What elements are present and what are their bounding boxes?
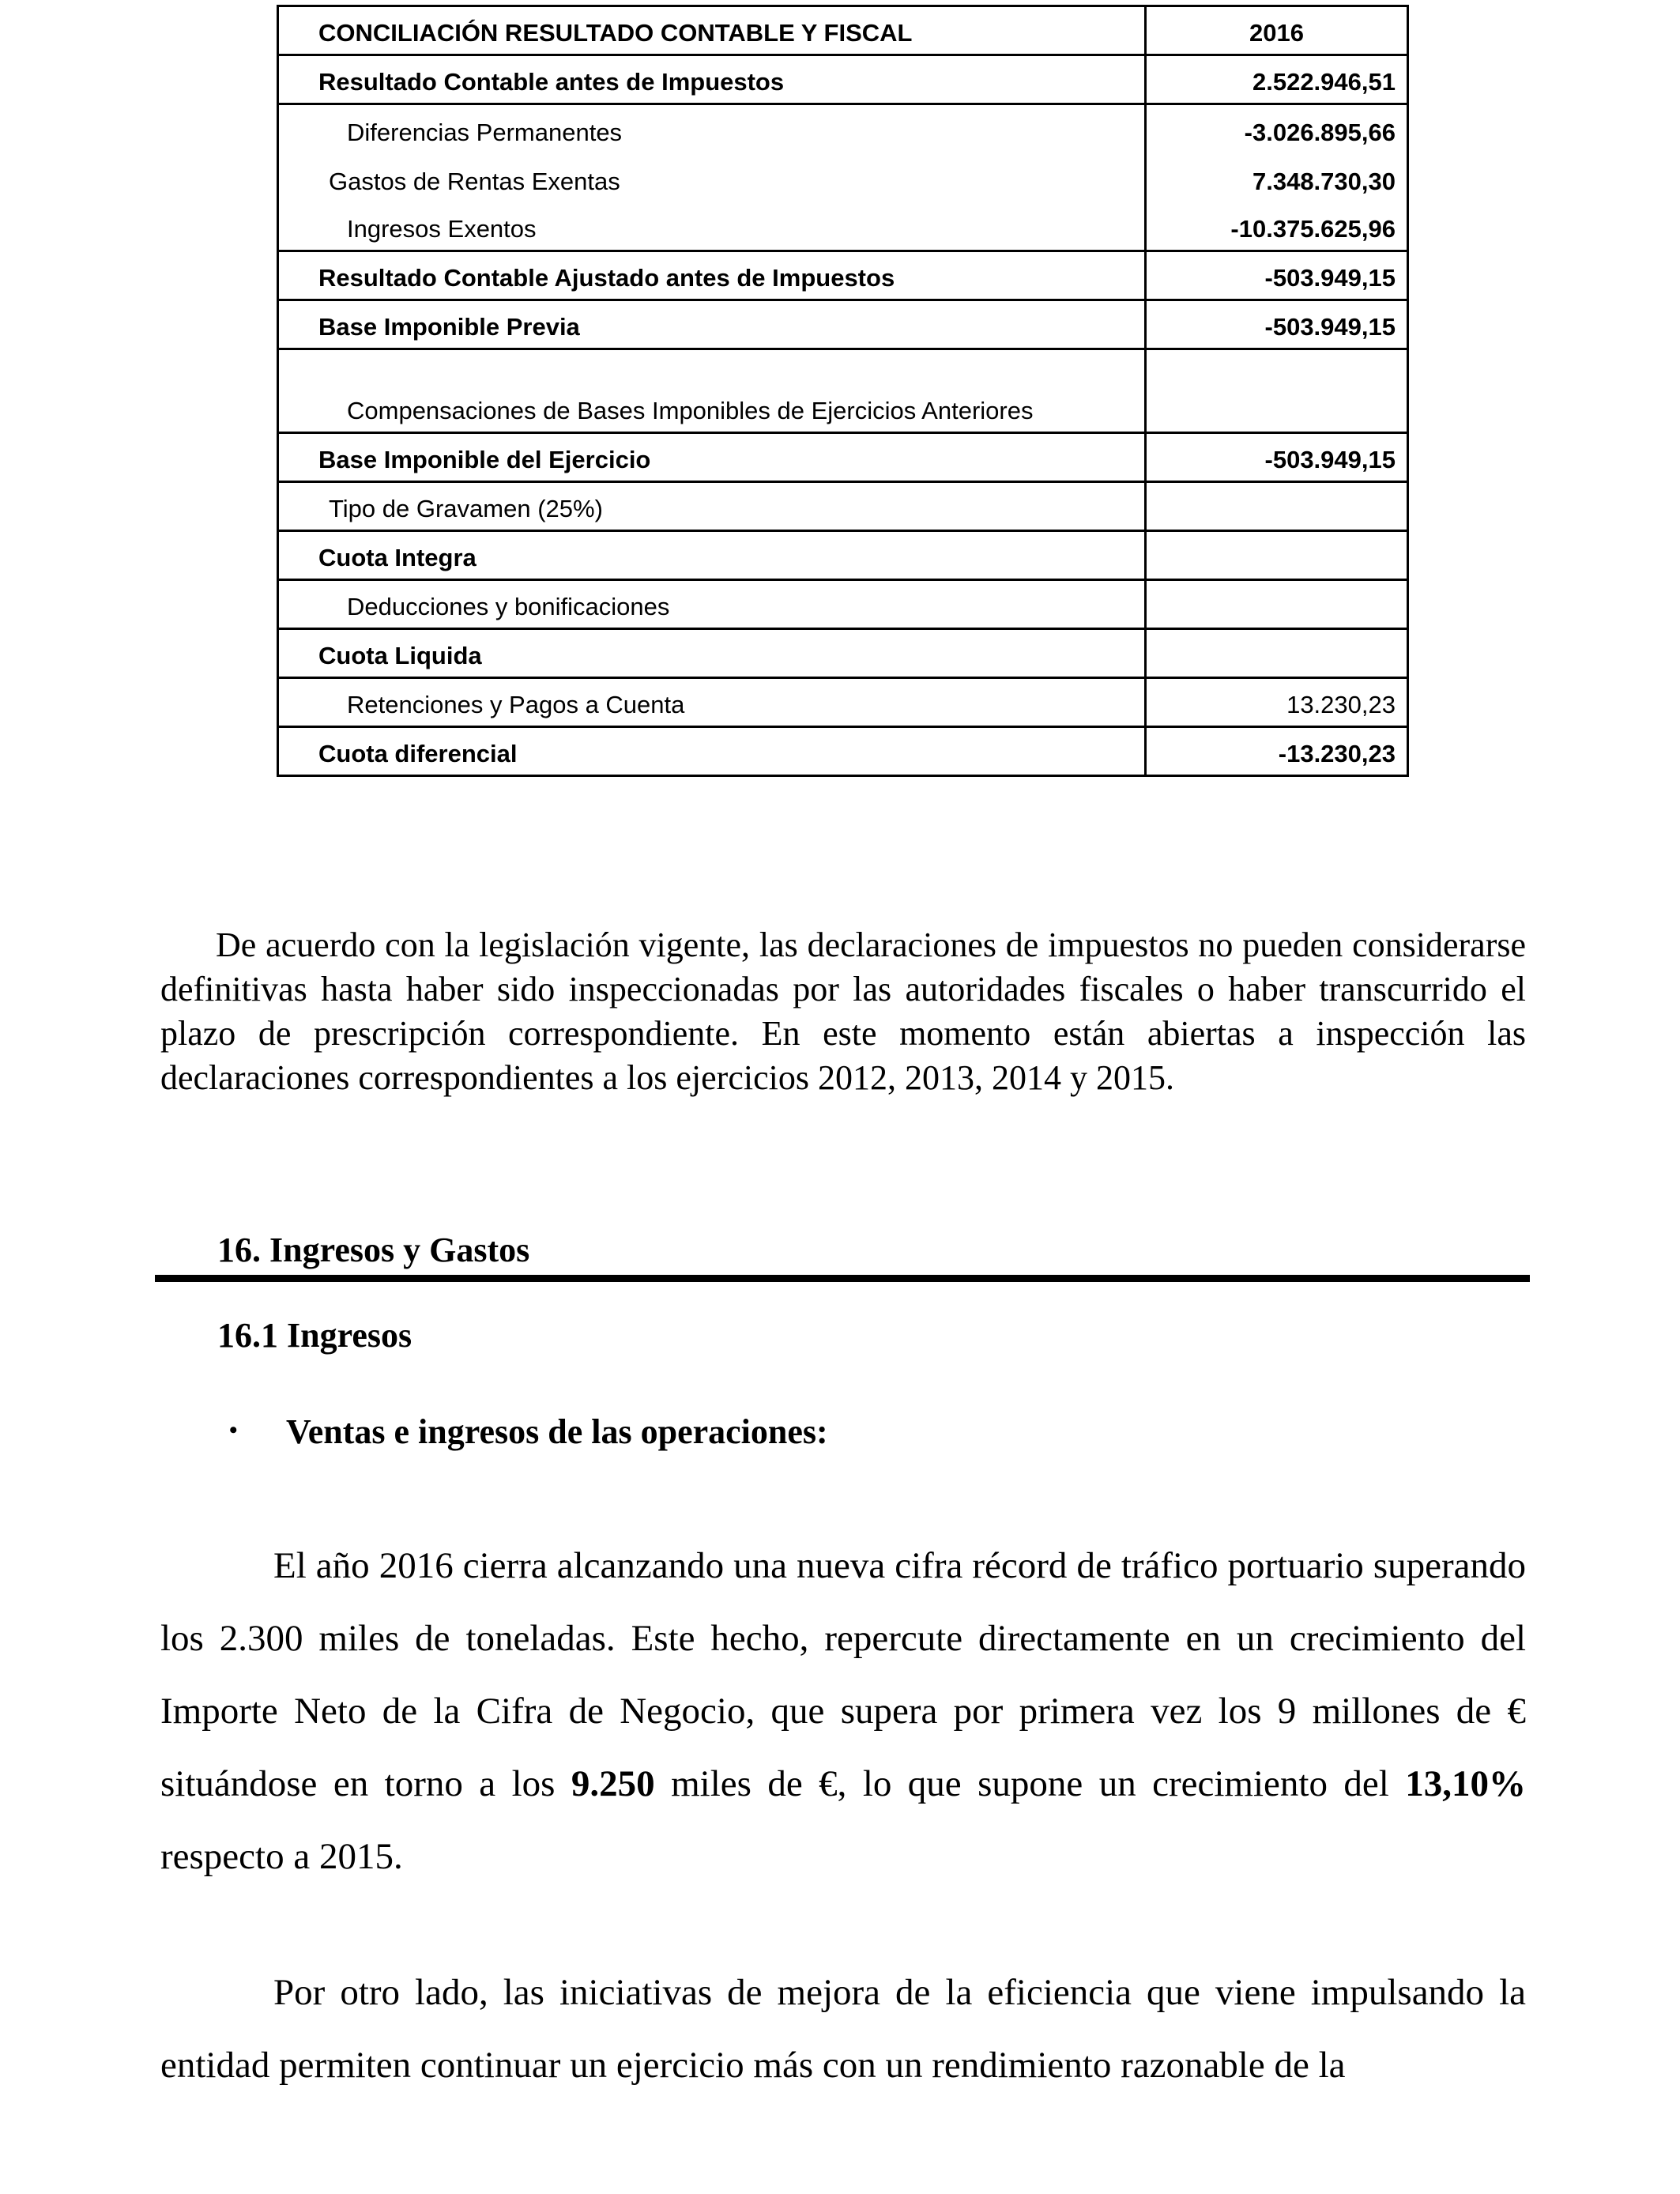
row-value: -503.949,15	[1146, 300, 1408, 349]
row-value	[1146, 580, 1408, 629]
row-label: Ingresos Exentos	[278, 202, 1146, 251]
table-row	[278, 104, 1408, 153]
section-divider	[155, 1275, 1530, 1282]
text-run: El año 2016 cierra alcanzando una nueva cifra récord de tráfico portuario superando los 2.300 miles de toneladas. Este hecho, repercute directamente en un crecimiento del Importe Neto de la Cifra de Negocio, que supera por primera vez los 9 millones de € situándose en torno a los	[160, 1545, 1526, 1804]
row-value: 13.230,23	[1146, 678, 1408, 727]
row-label: Gastos de Rentas Exentas	[278, 153, 1146, 202]
row-label: Resultado Contable Ajustado antes de Impuestos	[278, 251, 1146, 300]
row-value: -10.375.625,96	[1146, 202, 1408, 251]
table-row	[278, 531, 1408, 580]
table-header-year: 2016	[1146, 6, 1408, 55]
row-value: -13.230,23	[1146, 727, 1408, 776]
bullet-item	[229, 1412, 828, 1452]
revenue-paragraph	[160, 1529, 1526, 1893]
highlight-growth: 13,10%	[1405, 1763, 1526, 1804]
row-label: Base Imponible del Ejercicio	[278, 433, 1146, 482]
table-row	[278, 202, 1408, 251]
table-row	[278, 300, 1408, 349]
row-label: Cuota Integra	[278, 531, 1146, 580]
table-row	[278, 482, 1408, 531]
row-value: 2.522.946,51	[1146, 55, 1408, 104]
row-value: -3.026.895,66	[1146, 104, 1408, 153]
row-value: 7.348.730,30	[1146, 153, 1408, 202]
table-header-row	[278, 6, 1408, 55]
row-label: Cuota Liquida	[278, 629, 1146, 678]
row-label: Compensaciones de Bases Imponibles de Ejercicios Anteriores	[278, 349, 1146, 433]
row-label: Retenciones y Pagos a Cuenta	[278, 678, 1146, 727]
text-run: respecto a 2015.	[160, 1836, 403, 1877]
row-value	[1146, 349, 1408, 433]
row-label: Resultado Contable antes de Impuestos	[278, 55, 1146, 104]
row-value: -503.949,15	[1146, 433, 1408, 482]
table-row	[278, 678, 1408, 727]
row-value	[1146, 629, 1408, 678]
efficiency-paragraph: Por otro lado, las iniciativas de mejora de la eficiencia que viene impulsando la entidad permiten continuar un ejercicio más con un rendimiento razonable de la	[160, 1972, 1526, 2086]
text-run: miles de €, lo que supone un crecimiento del	[654, 1763, 1406, 1804]
subsection-heading: 16.1 Ingresos	[217, 1316, 412, 1355]
bullet-icon: •	[229, 1416, 238, 1443]
row-label: Base Imponible Previa	[278, 300, 1146, 349]
row-value: -503.949,15	[1146, 251, 1408, 300]
row-label: Deducciones y bonificaciones	[278, 580, 1146, 629]
row-label: Tipo de Gravamen (25%)	[278, 482, 1146, 531]
table-row	[278, 153, 1408, 202]
table-row	[278, 55, 1408, 104]
table-row	[278, 629, 1408, 678]
table-header-label: CONCILIACIÓN RESULTADO CONTABLE Y FISCAL	[278, 6, 1146, 55]
section-heading: 16. Ingresos y Gastos	[217, 1231, 530, 1269]
table-row	[278, 349, 1408, 433]
table-row	[278, 433, 1408, 482]
row-label: Cuota diferencial	[278, 727, 1146, 776]
bullet-text: Ventas e ingresos de las operaciones:	[286, 1412, 828, 1451]
row-value	[1146, 531, 1408, 580]
tax-inspection-paragraph: De acuerdo con la legislación vigente, las declaraciones de impuestos no pueden considerarse definitivas hasta haber sido inspeccionadas por las autoridades fiscales o haber transcurrido el plazo de prescripción correspondiente. En este momento están abiertas a inspección las declaraciones correspondientes a los ejercicios 2012, 2013, 2014 y 2015.	[160, 925, 1526, 1097]
row-value	[1146, 482, 1408, 531]
table-row	[278, 251, 1408, 300]
row-label: Diferencias Permanentes	[278, 104, 1146, 153]
highlight-revenue: 9.250	[571, 1763, 655, 1804]
table-row	[278, 727, 1408, 776]
table-row	[278, 580, 1408, 629]
tax-reconciliation-table	[277, 5, 1409, 777]
